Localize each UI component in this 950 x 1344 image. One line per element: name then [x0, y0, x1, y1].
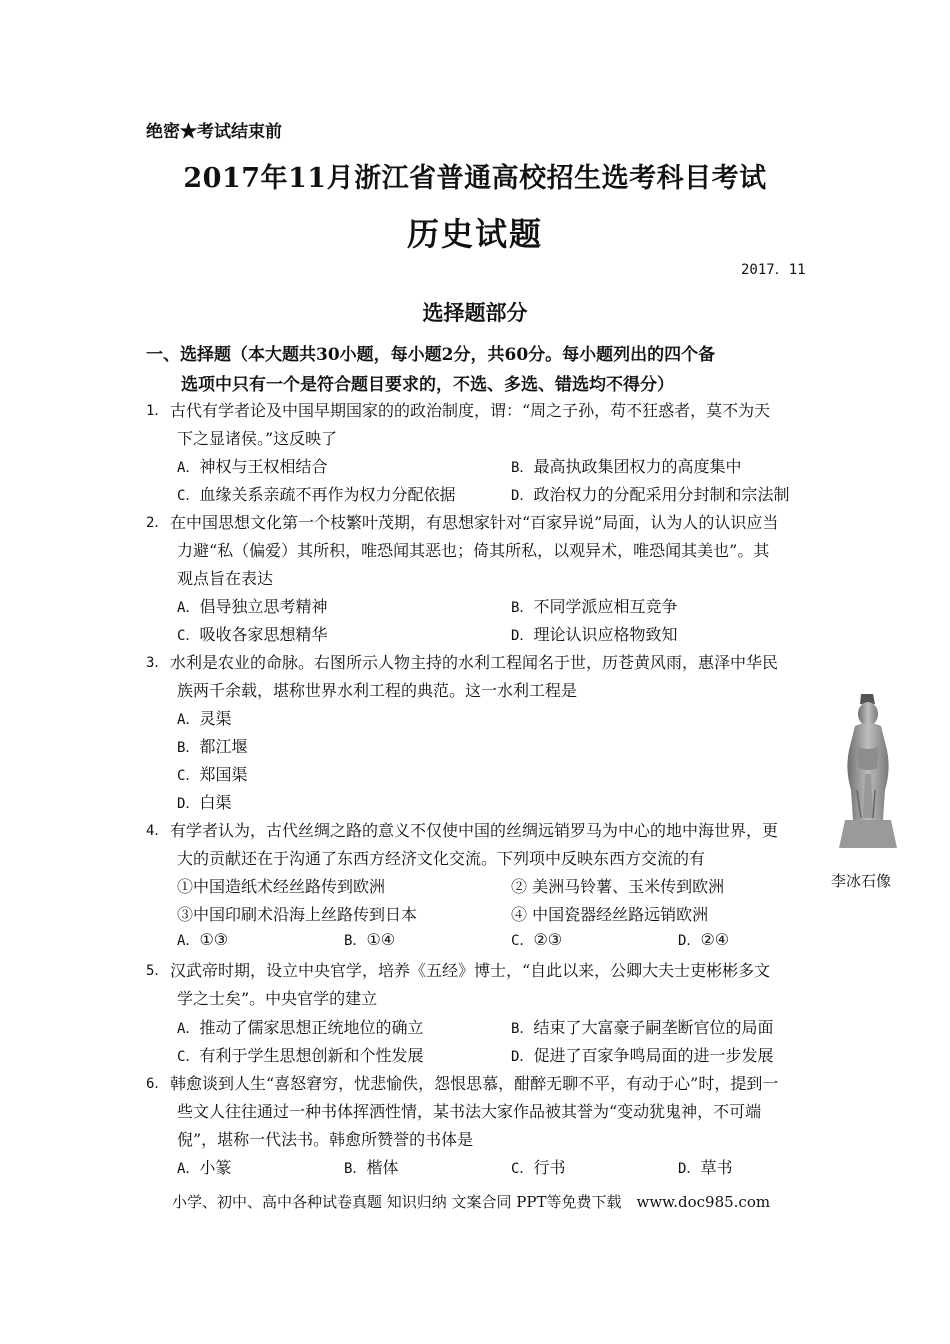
question-text: 学之士矣”。中央官学的建立: [177, 989, 378, 1008]
option-label: A．: [177, 712, 200, 728]
question-text: 在中国思想文化第一个枝繁叶茂期，有思想家针对“百家异说”局面，认为人的认识应当: [170, 513, 779, 532]
question-text: 汉武帝时期，设立中央官学，培养《五经》博士，“自此以来，公卿大夫士吏彬彬多文: [170, 961, 771, 980]
option-b: [344, 1155, 398, 1178]
question-text: 古代有学者论及中国早期国家的的政治制度，谓：“周之子孙，苟不狂惑者，莫不为天: [170, 401, 771, 420]
option-label: A．: [177, 1021, 200, 1037]
question-number: 4．: [146, 823, 169, 839]
option-text: 结束了大富豪子嗣垄断官位的局面: [533, 1018, 774, 1037]
option-a: [177, 594, 327, 617]
option-text: 不同学派应相互竞争: [533, 597, 678, 616]
option-text: 推动了儒家思想正统地位的确立: [199, 1018, 424, 1037]
option-c: [511, 1155, 565, 1178]
exam-title: 2017年11月浙江省普通高校招生选考科目考试: [183, 163, 767, 194]
option-c: [177, 622, 327, 645]
option-label: D．: [511, 1049, 534, 1065]
option-a: [177, 454, 327, 477]
footer-text: 小学、初中、高中各种试卷真题 知识归纳 文案合同 PPT等免费下载 www.doc985.com: [172, 1193, 771, 1211]
option-label: C．: [511, 1161, 534, 1177]
question-text: 大的贡献还在于沟通了东西方经济文化交流。下列项中反映东西方交流的有: [177, 849, 706, 868]
option-a: [177, 930, 228, 950]
option-text: 都江堰: [199, 737, 248, 756]
question-text: 族两千余载，堪称世界水利工程的典范。这一水利工程是: [177, 681, 578, 700]
section-instructions-line-2: 选项中只有一个是符合题目要求的，不选、多选、错选均不得分）: [181, 375, 674, 395]
option-text: 理论认识应格物致知: [533, 625, 678, 644]
option-text: 行书: [533, 1158, 566, 1177]
question-text: 下之显诸侯。”这反映了: [177, 429, 338, 448]
option-a: [177, 1015, 423, 1038]
question-text: 观点旨在表达: [177, 569, 274, 588]
option-label: D．: [511, 628, 534, 644]
option-label: D．: [177, 796, 200, 812]
option-text: 血缘关系亲疏不再作为权力分配依据: [199, 485, 456, 504]
option-label: C．: [177, 768, 200, 784]
figure-caption: 李冰石像: [831, 872, 892, 890]
option-label: B．: [511, 460, 534, 476]
option-label: C．: [511, 933, 534, 949]
statement-item: ③中国印刷术沿海上丝路传到日本: [177, 905, 418, 924]
question-number: 2．: [146, 515, 169, 531]
option-text: 郑国渠: [199, 765, 248, 784]
secret-label: 绝密★考试结束前: [146, 122, 282, 142]
option-label: B．: [344, 933, 367, 949]
option-label: C．: [177, 1049, 200, 1065]
option-c: [511, 930, 562, 950]
option-text: ①③: [199, 930, 229, 949]
question-text: 水利是农业的命脉。右图所示人物主持的水利工程闻名于世，历苍黄风雨，惠泽中华民: [170, 653, 779, 672]
question-text: 韩愈谈到人生“喜怒窘穷，忧悲愉佚，怨恨思慕，酣醉无聊不平，有动于心”时，提到一: [170, 1074, 779, 1093]
question-text: 些文人往往通过一种书体挥洒性情，某书法大家作品被其誉为“变动犹鬼神，不可端: [177, 1102, 762, 1121]
question-number: 1．: [146, 403, 169, 419]
option-text: 有利于学生思想创新和个性发展: [199, 1046, 424, 1065]
option-text: 吸收各家思想精华: [199, 625, 328, 644]
question-text: 倪”，堪称一代法书。韩愈所赞誉的书体是: [177, 1130, 474, 1149]
option-b: [511, 594, 677, 617]
option-d: [511, 1043, 773, 1066]
option-b: [344, 930, 395, 950]
option-text: 灵渠: [199, 709, 232, 728]
option-label: B．: [511, 600, 534, 616]
option-b: [511, 454, 741, 477]
option-label: D．: [678, 1161, 701, 1177]
option-text: 小篆: [199, 1158, 232, 1177]
statue-icon: [827, 690, 909, 848]
option-text: 白渠: [199, 793, 232, 812]
part-title: 选择题部分: [422, 300, 528, 325]
option-text: ②④: [700, 930, 730, 949]
option-label: A．: [177, 460, 200, 476]
statement-item: ①中国造纸术经丝路传到欧洲: [177, 877, 386, 896]
option-d: [511, 622, 677, 645]
option-label: B．: [344, 1161, 367, 1177]
option-text: 草书: [700, 1158, 733, 1177]
option-c: [177, 482, 455, 505]
option-label: A．: [177, 600, 200, 616]
option-label: B．: [511, 1021, 534, 1037]
option-d: [678, 930, 729, 950]
statue-image: [827, 690, 909, 848]
option-b: [177, 734, 247, 757]
section-instructions-line-1: 一、选择题（本大题共30小题，每小题2分，共60分。每小题列出的四个备: [146, 345, 716, 365]
option-label: A．: [177, 933, 200, 949]
option-d: [511, 482, 789, 505]
statement-item: ④ 中国瓷器经丝路远销欧洲: [511, 905, 709, 924]
option-c: [177, 1043, 423, 1066]
option-label: B．: [177, 740, 200, 756]
option-label: C．: [177, 488, 200, 504]
question-number: 5．: [146, 963, 169, 979]
option-a: [177, 706, 231, 729]
question-text: 有学者认为，古代丝绸之路的意义不仅使中国的丝绸远销罗马为中心的地中海世界，更: [170, 821, 779, 840]
option-text: 楷体: [366, 1158, 399, 1177]
option-label: D．: [511, 488, 534, 504]
option-c: [177, 762, 247, 785]
option-label: D．: [678, 933, 701, 949]
exam-date: 2017．11: [741, 262, 806, 278]
option-d: [678, 1155, 732, 1178]
option-text: 神权与王权相结合: [199, 457, 328, 476]
option-text: ②③: [533, 930, 563, 949]
exam-subtitle: 历史试题: [406, 215, 543, 253]
option-a: [177, 1155, 231, 1178]
option-text: 政治权力的分配采用分封制和宗法制: [533, 485, 790, 504]
option-b: [511, 1015, 773, 1038]
option-text: ①④: [366, 930, 396, 949]
question-number: 3．: [146, 655, 169, 671]
option-text: 最高执政集团权力的高度集中: [533, 457, 742, 476]
option-label: A．: [177, 1161, 200, 1177]
option-label: C．: [177, 628, 200, 644]
question-text: 力避“私（偏爱）其所积，唯恐闻其恶也；倚其所私，以观异术，唯恐闻其美也”。其: [177, 541, 770, 560]
option-d: [177, 790, 231, 813]
option-text: 倡导独立思考精神: [199, 597, 328, 616]
statement-item: ② 美洲马铃薯、玉米传到欧洲: [511, 877, 725, 896]
option-text: 促进了百家争鸣局面的进一步发展: [533, 1046, 774, 1065]
question-number: 6．: [146, 1076, 169, 1092]
